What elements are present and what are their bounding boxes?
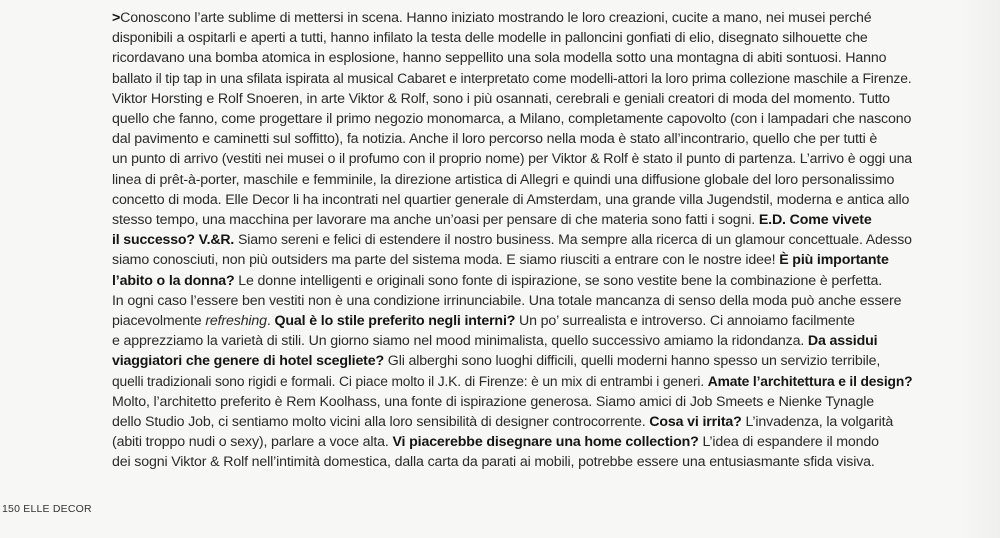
page-number: 150 <box>2 503 21 515</box>
article-line: il successo? V.&R. Siamo sereni e felici di estendere il nostro business. Ma sempre alla ricerca di un glamour concettuale. Adesso <box>112 232 912 249</box>
article-line: In ogni caso l’essere ben vestiti non è una condizione irrinunciabile. Una totale mancanza di senso della moda può anche essere <box>112 292 902 309</box>
article-line: l’abito o la donna? Le donne intelligenti e originali sono fonte di ispirazione, se sono vestite bene la combinazione è perfetta. <box>112 272 883 289</box>
interview-question: il successo? V.&R. <box>112 232 235 249</box>
article-line: ballato il tip tap in una sfilata ispirata al musical Cabaret e interpretato come modelli-attori la loro prima collezione maschile a Firenze. <box>112 70 912 87</box>
article-line: siamo conosciuti, non più outsiders ma parte del sistema moda. E siamo riusciti a entrare con le nostre idee! È più importante <box>112 252 889 269</box>
article-line: >Conoscono l’arte sublime di mettersi in scena. Hanno iniziato mostrando le loro creazioni, cucite a mano, nei musei perché <box>112 10 872 26</box>
article-line: e apprezziamo la varietà di stili. Un giorno siamo nel mood minimalista, quello successivo amiamo la ridondanza. Da assidui <box>112 333 878 350</box>
article-line: stesso tempo, una macchina per lavorare ma anche un’oasi per pensare di che materia sono fatti i sogni. E.D. Come vivete <box>112 212 872 229</box>
interview-question: È più importante <box>779 252 889 269</box>
interview-question: Cosa vi irrita? <box>649 414 742 431</box>
article-line: disponibili a ospitarli e aperti a tutti, hanno infilato la testa delle modelle in palloncini gonfiati di elio, disegnato silhouette che <box>112 30 868 47</box>
interview-question: Vi piacerebbe disegnare una home collection? <box>392 434 699 451</box>
article-line: dei sogni Viktor & Rolf nell’intimità domestica, dalla carta da parati ai mobili, potrebbe essere una entusiasmante sfida visiva. <box>112 454 875 471</box>
article-line: ricordavano una bomba atomica in esplosione, hanno seppellito una sola modella sotto una montagna di abiti sontuosi. Hanno <box>112 50 887 67</box>
article-line: quello che fanno, come progettare il primo negozio monomarca, a Milano, completamente capovolto (con i lampadari che nascono <box>112 111 912 128</box>
article-line: (abiti troppo nudi o sexy), parlare a voce alta. Vi piacerebbe disegnare una home collection? L’idea di espandere il mondo <box>112 434 879 451</box>
article-line: linea di prêt-à-porter, maschile e femminile, la direzione artistica di Allegri e quindi una diffusione globale del loro personalissimo <box>112 171 895 188</box>
article-line: quelli tradizionali sono rigidi e formali. Ci piace molto il J.K. di Firenze: è un mix di entrambi i generi. Amate l’architettura e il design? <box>112 373 913 390</box>
page-footer <box>2 503 92 515</box>
article-line: viaggiatori che genere di hotel scegliete? Gli alberghi sono luoghi difficili, quelli moderni hanno spesso un servizio terribile, <box>112 353 881 370</box>
article-line: dal pavimento e caminetti sul soffitto), fa notizia. Anche il loro percorso nella moda è stato all’incontrario, quello che per tutti è <box>112 131 878 148</box>
article-line: Viktor Horsting e Rolf Snoeren, in arte Viktor & Rolf, sono i più osannati, cerebrali e geniali creatori di moda del momento. Tutto <box>112 90 890 107</box>
article-body <box>112 8 912 473</box>
article-line: un punto di arrivo (vestiti nei musei o il profumo con il proprio nome) per Viktor & Rolf è stato il punto di partenza. L’arrivo è oggi una <box>112 151 912 168</box>
magazine-name: ELLE DECOR <box>23 503 92 515</box>
paragraph-marker: > <box>112 10 121 26</box>
article-line: dello Studio Job, ci sentiamo molto vicini alla loro sensibilità di designer controcorrente. Cosa vi irrita? L’invadenza, la volgarità <box>112 414 894 431</box>
article-line: concetto di moda. Elle Decor li ha incontrati nel quartier generale di Amsterdam, una grande villa Jugendstil, moderna e antica allo <box>112 191 910 208</box>
interview-question: l’abito o la donna? <box>112 272 235 289</box>
interview-question: Da assidui <box>807 333 878 350</box>
italic-term: refreshing <box>205 313 267 330</box>
article-line: Molto, l’architetto preferito è Rem Koolhass, una fonte di ispirazione generosa. Siamo amici di Job Smeets e Nienke Tynagle <box>112 393 875 410</box>
article-line: piacevolmente refreshing. Qual è lo stile preferito negli interni? Un po’ surrealista e introverso. Ci annoiamo facilmente <box>112 313 855 330</box>
interview-question: Amate l’architettura e il design? <box>707 373 913 390</box>
interview-question: E.D. Come vivete <box>758 212 872 229</box>
interview-question: Qual è lo stile preferito negli interni? <box>274 313 516 330</box>
interview-question: viaggiatori che genere di hotel scegliete? <box>112 353 385 370</box>
page-edge-shadow <box>958 0 1000 538</box>
